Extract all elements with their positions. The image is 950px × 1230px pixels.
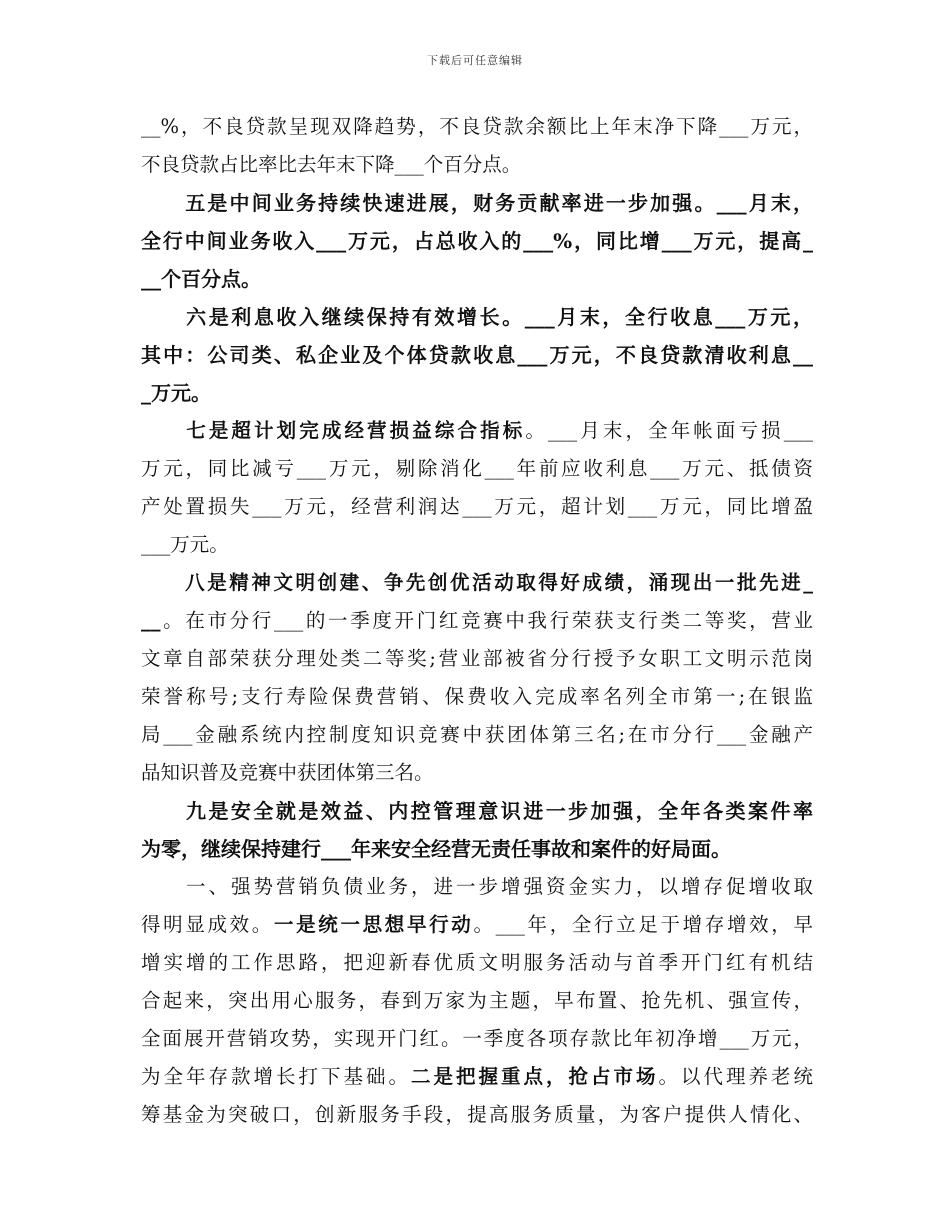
text-segment: 增实增的工作思路，把迎新春优质文明服务活动与首季开门红有机结 (141, 951, 813, 974)
text-line (141, 754, 813, 792)
text-segment: 万元，同比减亏___万元，剔除消化___年前应收利息___万元、抵债资 (141, 457, 813, 480)
text-line (141, 146, 813, 184)
bold-text-segment: 二是把握重点，抢占市场 (410, 1065, 659, 1088)
document-body (141, 108, 813, 1134)
text-segment: 荣誉称号;支行寿险保费营销、保费收入完成率名列全市第一;在银监 (141, 685, 813, 708)
text-segment: 筹基金为突破口，创新服务手段，提高服务质量，为客户提供人情化、 (141, 1103, 813, 1126)
text-segment: 局___金融系统内控制度知识竞赛中获团体第三名;在市分行___金融产 (141, 723, 813, 746)
text-line (141, 450, 813, 488)
text-line (141, 1020, 813, 1058)
text-line (141, 526, 813, 564)
text-segment: 为全年存款增长打下基础。 (141, 1065, 411, 1088)
bold-text-segment: 七是超计划完成经营损益综合指标 (141, 419, 526, 442)
text-segment: 不良贷款占比率比去年末下降___个百分点。 (141, 153, 522, 176)
text-line (141, 260, 813, 298)
text-line (141, 564, 813, 602)
text-line (141, 184, 813, 222)
text-line (141, 412, 813, 450)
text-line (141, 906, 813, 944)
text-segment: 。___月末，全年帐面亏损___ (525, 419, 813, 442)
text-line (141, 374, 813, 412)
text-line (141, 678, 813, 716)
text-segment: __%，不良贷款呈现双降趋势，不良贷款余额比上年末净下降___万元， (141, 115, 813, 138)
text-segment: 。___年，全行立足于增存增效，早 (473, 913, 813, 936)
text-line (141, 868, 813, 906)
text-line (141, 1096, 813, 1134)
bold-text-segment: 其中：公司类、私企业及个体贷款收息___万元，不良贷款清收利息__ (141, 343, 813, 367)
text-line (141, 222, 813, 260)
text-line (141, 830, 813, 868)
bold-text-segment: 一是统一思想早行动 (273, 913, 474, 936)
text-line (141, 982, 813, 1020)
bold-text-segment: _万元。 (141, 381, 211, 405)
text-line (141, 108, 813, 146)
text-segment: ___万元。 (141, 533, 229, 556)
bold-text-segment: 全行中间业务收入___万元，占总收入的___%，同比增___万元，提高_ (141, 229, 813, 253)
bold-text-segment: __ (141, 609, 161, 632)
text-line (141, 336, 813, 374)
text-segment: 一、强势营销负债业务，进一步增强资金实力，以增存促增收取 (141, 875, 813, 898)
text-line (141, 488, 813, 526)
text-line (141, 602, 813, 640)
text-line (141, 944, 813, 982)
text-segment: 。以代理养老统 (658, 1065, 813, 1088)
text-segment: 全面展开营销攻势，实现开门红。一季度各项存款比年初净增___万元， (141, 1027, 813, 1050)
text-line (141, 1058, 813, 1096)
bold-text-segment: 八是精神文明创建、争先创优活动取得好成绩，涌现出一批先进_ (141, 571, 813, 594)
text-segment: 文章自部荣获分理处类二等奖;营业部被省分行授予女职工文明示范岗 (141, 647, 813, 670)
text-segment: 品知识普及竞赛中获团体第三名。 (141, 761, 434, 784)
bold-text-segment: 为零，继续保持建行___年来安全经营无责任事故和案件的好局面。 (141, 837, 731, 861)
bold-text-segment: 九是安全就是效益、内控管理意识进一步加强，全年各类案件率 (141, 799, 813, 823)
text-line (141, 298, 813, 336)
text-segment: 产处置损失___万元，经营利润达___万元，超计划___万元，同比增盈 (141, 495, 813, 518)
bold-text-segment: 六是利息收入继续保持有效增长。___月末，全行收息___万元， (141, 305, 813, 329)
text-line (141, 640, 813, 678)
text-segment: 。在市分行___的一季度开门红竞赛中我行荣获支行类二等奖，营业 (160, 609, 813, 632)
text-line (141, 716, 813, 754)
text-line (141, 792, 813, 830)
page-header: 下载后可任意编辑 (427, 54, 523, 67)
bold-text-segment: __个百分点。 (141, 267, 261, 291)
text-segment: 合起来，突出用心服务，春到万家为主题，早布置、抢先机、强宣传， (141, 989, 813, 1012)
text-segment: 得明显成效。 (141, 913, 274, 936)
bold-text-segment: 五是中间业务持续快速进展，财务贡献率进一步加强。___月末， (141, 191, 813, 215)
